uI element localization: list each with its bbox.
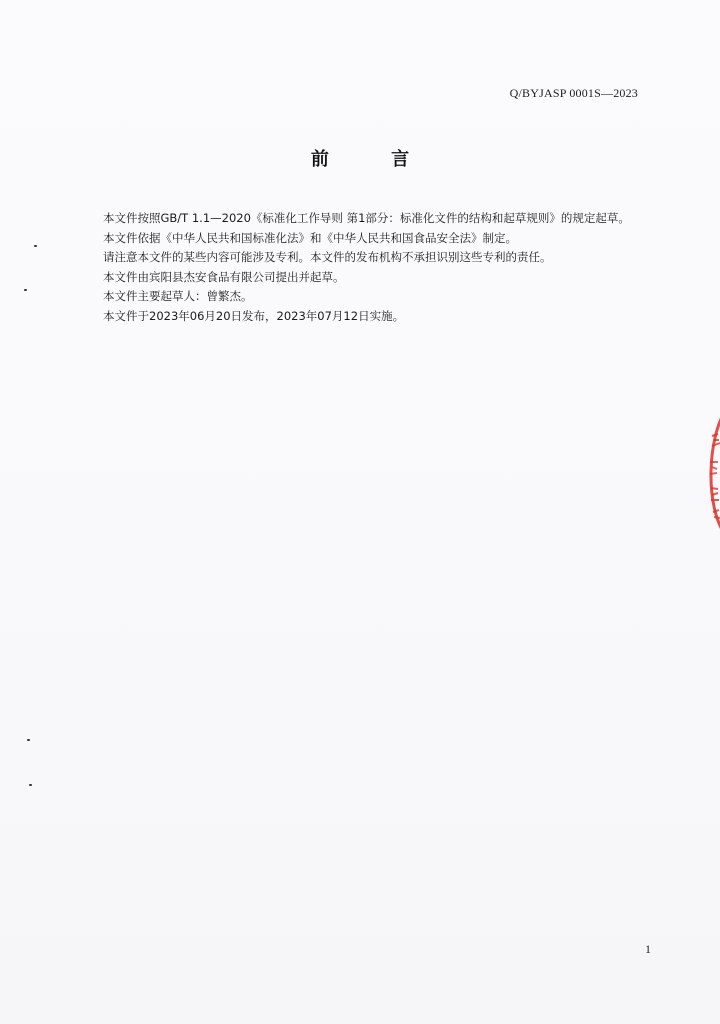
- paragraph-patent-notice: 请注意本文件的某些内容可能涉及专利。本文件的发布机构不承担识别这些专利的责任。: [103, 250, 552, 264]
- paragraph-proposer: 本文件由宾阳县杰安食品有限公司提出并起草。: [103, 269, 345, 284]
- paragraph-legal-basis: 本文件依据《中华人民共和国标准化法》和《中华人民共和国食品安全法》制定。: [103, 230, 517, 245]
- paragraph-drafting-rules: 本文件按照GB/T 1.1—2020《标准化工作导则 第1部分：标准化文件的结构和起草规则》的规定起草。: [103, 211, 630, 225]
- scan-speck: [34, 245, 37, 247]
- page-title: 前 言: [310, 149, 438, 170]
- scan-speck: [27, 739, 30, 741]
- standard-code: Q/BYJASP 0001S—2023: [509, 86, 638, 100]
- paragraph-drafter: 本文件主要起草人：曾繁杰。: [103, 289, 253, 303]
- paragraph-dates: 本文件于2023年06月20日发布，2023年07月12日实施。: [103, 308, 405, 323]
- foreword-body: [76, 209, 644, 326]
- scan-speck: [24, 289, 27, 291]
- seal-stamp-icon: [700, 406, 720, 540]
- scan-speck: [29, 784, 32, 786]
- page-number: 1: [645, 942, 651, 956]
